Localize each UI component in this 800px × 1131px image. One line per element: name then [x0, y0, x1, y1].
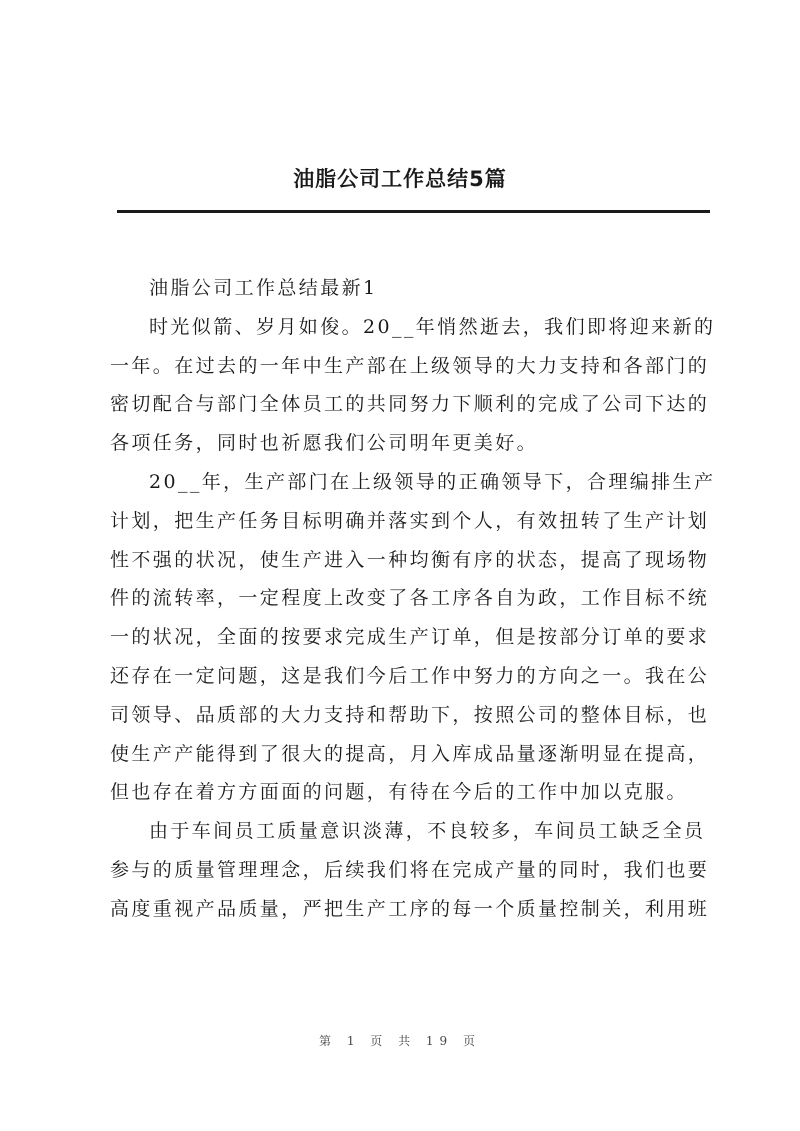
paragraph-line: 但也存在着方方面面的问题，有待在今后的工作中加以克服。	[110, 781, 688, 804]
page-number: 第 1 页 共 19 页	[319, 1034, 481, 1048]
paragraph-line: 司领导、品质部的大力支持和帮助下，按照公司的整体目标，也	[110, 703, 710, 726]
paragraph-line: 还存在一定问题，这是我们今后工作中努力的方向之一。我在公	[110, 664, 710, 687]
paragraph-line: 时光似箭、岁月如俊。20__年悄然逝去，我们即将迎来新的	[149, 315, 716, 338]
paragraph-line: 一的状况，全面的按要求完成生产订单，但是按部分订单的要求	[110, 626, 710, 649]
paragraph-line: 计划，把生产任务目标明确并落实到个人，有效扭转了生产计划	[110, 509, 710, 532]
title-divider	[117, 210, 710, 213]
section-heading: 油脂公司工作总结最新1	[149, 277, 378, 299]
paragraph-line: 高度重视产品质量，严把生产工序的每一个质量控制关，利用班	[110, 897, 710, 920]
paragraph-line: 参与的质量管理理念，后续我们将在完成产量的同时，我们也要	[110, 858, 710, 881]
paragraph-line: 一年。在过去的一年中生产部在上级领导的大力支持和各部门的	[110, 354, 710, 377]
paragraph-line: 性不强的状况，使生产进入一种均衡有序的状态，提高了现场物	[110, 548, 710, 571]
paragraph-line: 20__年，生产部门在上级领导的正确领导下，合理编排生产	[149, 470, 716, 493]
paragraph-line: 件的流转率，一定程度上改变了各工序各自为政，工作目标不统	[110, 587, 710, 610]
document-body	[110, 269, 716, 929]
paragraph-line: 密切配合与部门全体员工的共同努力下顺利的完成了公司下达的	[110, 393, 710, 416]
paragraph-line: 使生产产能得到了很大的提高，月入库成品量逐渐明显在提高，	[110, 742, 710, 765]
paragraph-line: 由于车间员工质量意识淡薄，不良较多，车间员工缺乏全员	[149, 820, 706, 843]
paragraph-line: 各项任务，同时也祈愿我们公司明年更美好。	[110, 432, 539, 455]
page-title: 油脂公司工作总结5篇	[293, 167, 507, 191]
